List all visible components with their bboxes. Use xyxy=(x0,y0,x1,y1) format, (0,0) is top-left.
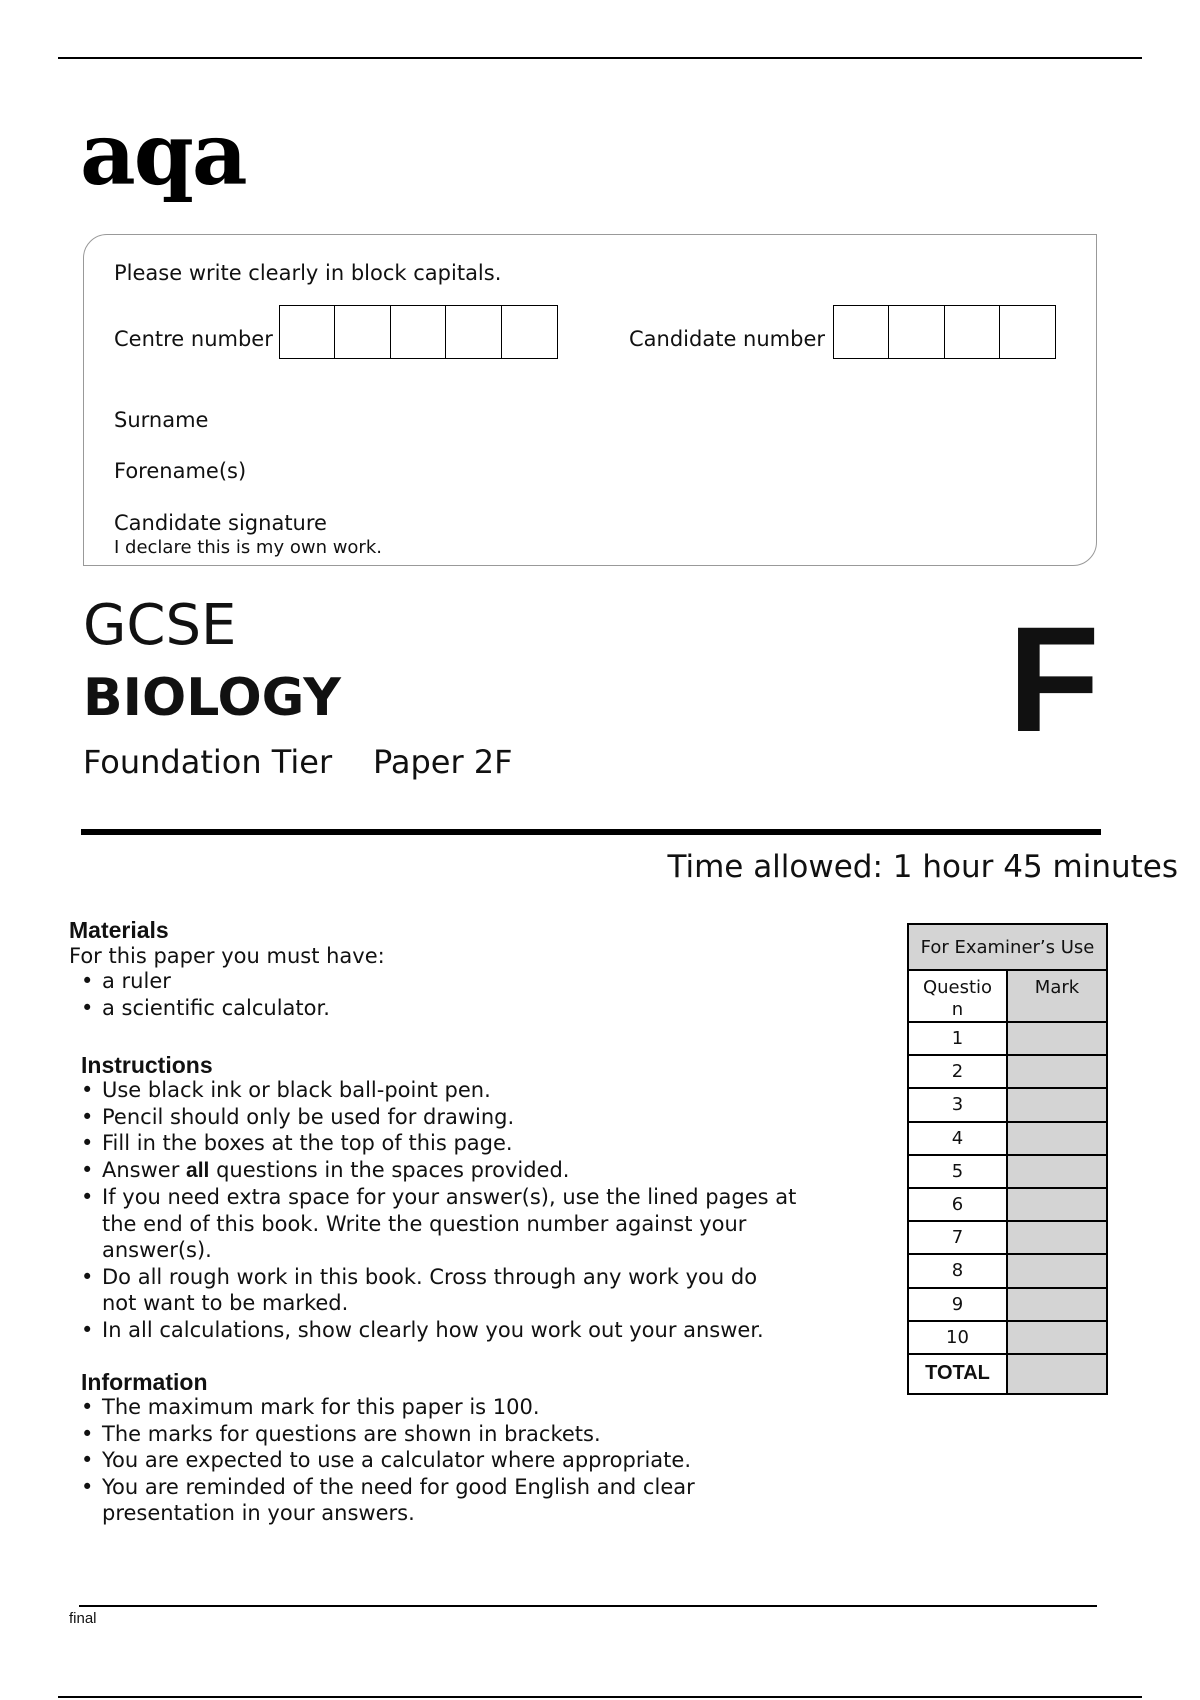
mark-column-header: Mark xyxy=(1007,970,1107,1022)
question-number: 3 xyxy=(908,1088,1007,1121)
question-number: 7 xyxy=(908,1221,1007,1254)
list-item: • In all calculations, show clearly how you work out your answer. xyxy=(81,1317,796,1344)
list-item-continuation: not want to be marked. xyxy=(102,1291,349,1315)
list-item: • Do all rough work in this book. Cross through any work you do xyxy=(81,1264,796,1291)
examiners-use-table xyxy=(907,923,1108,1395)
candidate-number-boxes xyxy=(834,305,1056,359)
question-column-header xyxy=(908,970,1007,1022)
mark-cell[interactable] xyxy=(1007,1288,1107,1321)
surname-label: Surname xyxy=(114,408,209,432)
mark-cell[interactable] xyxy=(1007,1254,1107,1287)
total-label: TOTAL xyxy=(908,1354,1007,1394)
time-allowed: Time allowed: 1 hour 45 minutes xyxy=(667,849,1178,885)
examiners-use-title: For Examiner’s Use xyxy=(908,924,1107,970)
mark-cell[interactable] xyxy=(1007,1221,1107,1254)
candidate-details-panel xyxy=(83,234,1097,566)
bottom-rule xyxy=(58,1696,1142,1698)
question-number: 9 xyxy=(908,1288,1007,1321)
paper-label: Paper 2F xyxy=(373,743,513,781)
candidate-number-box[interactable] xyxy=(833,305,890,359)
question-number: 1 xyxy=(908,1022,1007,1055)
centre-number-box[interactable] xyxy=(334,305,391,359)
tier-label: Foundation Tier xyxy=(83,743,333,781)
candidate-number-box[interactable] xyxy=(999,305,1056,359)
candidate-number-box[interactable] xyxy=(944,305,1001,359)
mark-cell[interactable] xyxy=(1007,1122,1107,1155)
candidate-number-label: Candidate number xyxy=(629,327,825,351)
information-list xyxy=(81,1394,695,1527)
aqa-logo: aqa xyxy=(80,104,246,205)
list-item: • a ruler xyxy=(81,968,330,995)
question-header-line: n xyxy=(951,999,964,1020)
question-number: 10 xyxy=(908,1321,1007,1354)
total-mark-cell[interactable] xyxy=(1007,1354,1107,1394)
title-rule xyxy=(81,829,1101,835)
emphasis-all: all xyxy=(186,1158,210,1182)
tier-letter: F xyxy=(1008,595,1100,763)
list-item: • The marks for questions are shown in brackets. xyxy=(81,1421,695,1448)
centre-number-box[interactable] xyxy=(445,305,502,359)
block-capitals-instruction: Please write clearly in block capitals. xyxy=(114,261,502,285)
candidate-number-box[interactable] xyxy=(888,305,945,359)
centre-number-boxes xyxy=(280,305,558,359)
subject-title: BIOLOGY xyxy=(83,668,341,728)
materials-list xyxy=(81,968,330,1021)
list-item: • a scientific calculator. xyxy=(81,995,330,1022)
centre-number-box[interactable] xyxy=(279,305,336,359)
list-item-continuation: presentation in your answers. xyxy=(102,1501,415,1525)
footer-rule xyxy=(79,1605,1097,1607)
list-item: • You are expected to use a calculator where appropriate. xyxy=(81,1447,695,1474)
centre-number-box[interactable] xyxy=(501,305,558,359)
footer-text: final xyxy=(69,1610,97,1627)
question-number: 2 xyxy=(908,1055,1007,1088)
mark-cell[interactable] xyxy=(1007,1155,1107,1188)
centre-number-label: Centre number xyxy=(114,327,273,351)
list-item: • Answer all questions in the spaces provided. xyxy=(81,1157,796,1185)
instructions-heading: Instructions xyxy=(81,1052,213,1078)
list-item: • If you need extra space for your answer(s), use the lined pages at xyxy=(81,1184,796,1211)
list-item-continuation: answer(s). xyxy=(102,1238,212,1262)
mark-cell[interactable] xyxy=(1007,1022,1107,1055)
mark-cell[interactable] xyxy=(1007,1188,1107,1221)
mark-cell[interactable] xyxy=(1007,1088,1107,1121)
question-number: 5 xyxy=(908,1155,1007,1188)
qualification-title: GCSE xyxy=(83,593,237,658)
declaration-text: I declare this is my own work. xyxy=(114,537,382,558)
forenames-label: Forename(s) xyxy=(114,459,247,483)
mark-cell[interactable] xyxy=(1007,1321,1107,1354)
materials-heading: Materials xyxy=(69,917,169,943)
list-item: • Use black ink or black ball-point pen. xyxy=(81,1077,796,1104)
list-item: • The maximum mark for this paper is 100. xyxy=(81,1394,695,1421)
list-item: • Fill in the boxes at the top of this page. xyxy=(81,1130,796,1157)
top-rule xyxy=(58,57,1142,59)
candidate-signature-label: Candidate signature xyxy=(114,511,327,535)
list-item: • Pencil should only be used for drawing. xyxy=(81,1104,796,1131)
question-number: 8 xyxy=(908,1254,1007,1287)
question-number: 6 xyxy=(908,1188,1007,1221)
list-item: • You are reminded of the need for good English and clear xyxy=(81,1474,695,1501)
instructions-list xyxy=(81,1077,796,1343)
materials-intro: For this paper you must have: xyxy=(69,944,385,968)
information-heading: Information xyxy=(81,1369,208,1395)
question-number: 4 xyxy=(908,1122,1007,1155)
list-item-continuation: the end of this book. Write the question number against your xyxy=(102,1211,747,1236)
question-header-line: Questio xyxy=(922,977,993,998)
centre-number-box[interactable] xyxy=(390,305,447,359)
mark-cell[interactable] xyxy=(1007,1055,1107,1088)
